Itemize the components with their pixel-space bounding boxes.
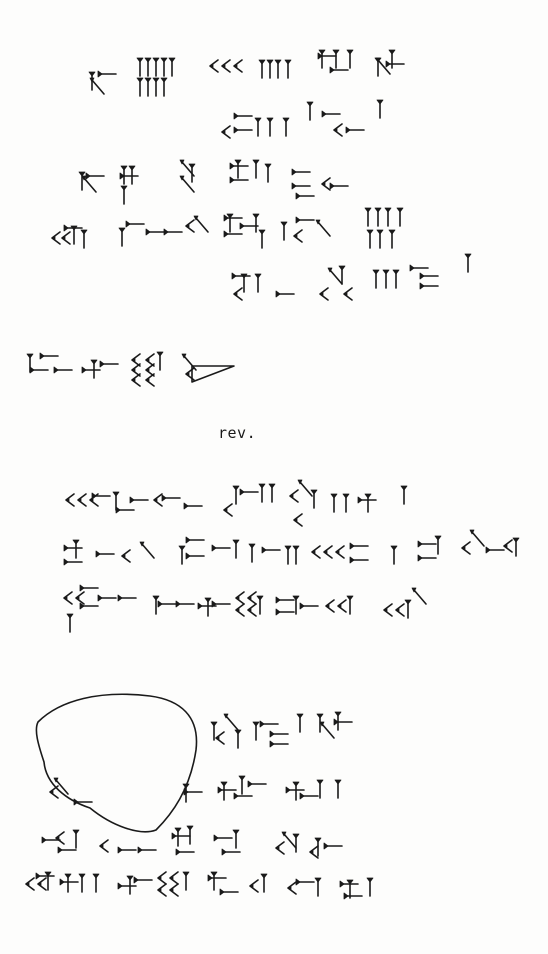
lower-line-2 <box>50 776 341 805</box>
reverse-line-1 <box>66 480 407 526</box>
reverse-line-3 <box>64 585 426 632</box>
obverse-line-1 <box>89 50 404 96</box>
obverse-line-6 <box>27 352 234 386</box>
reverse-line-2 <box>64 530 519 565</box>
obverse-line-4 <box>52 208 403 248</box>
lower-line-1 <box>211 712 352 748</box>
obverse-line-2 <box>222 100 383 138</box>
damaged-area-outline <box>36 694 196 831</box>
reverse-label: rev. <box>218 424 257 442</box>
obverse-line-5 <box>232 254 471 300</box>
lower-line-3 <box>42 826 342 858</box>
obverse-line-3 <box>79 160 348 204</box>
lower-line-4 <box>26 872 373 899</box>
